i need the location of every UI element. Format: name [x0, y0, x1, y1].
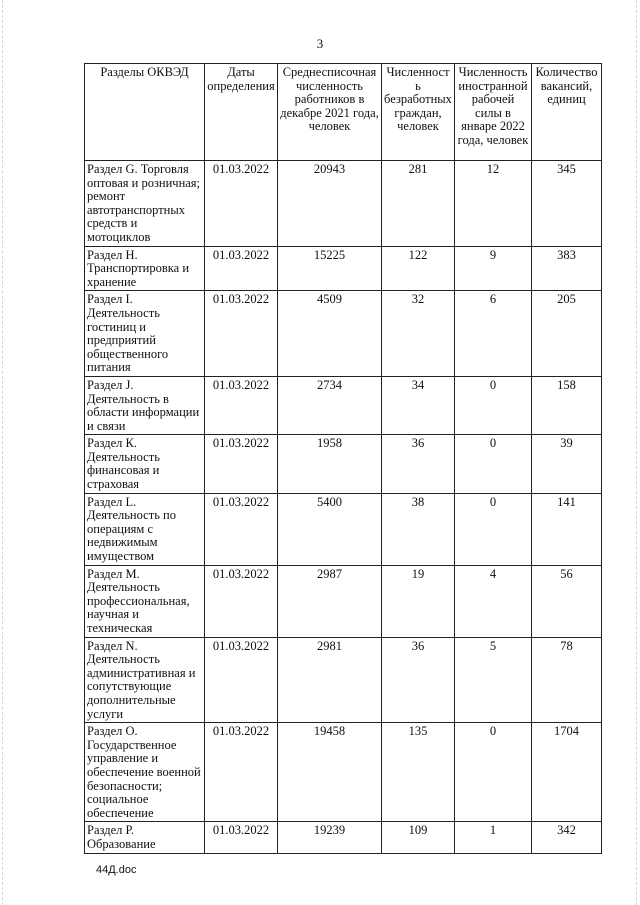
cell-date: 01.03.2022	[205, 822, 278, 853]
cell-foreign-workforce: 5	[455, 637, 532, 723]
cell-date: 01.03.2022	[205, 161, 278, 247]
cell-avg-employees: 2987	[278, 565, 382, 637]
cell-foreign-workforce: 6	[455, 291, 532, 377]
okved-table	[84, 63, 602, 854]
cell-vacancies: 342	[532, 822, 602, 853]
table-row	[85, 493, 602, 565]
cell-section: Раздел Н. Транспортировка и хранение	[85, 246, 205, 291]
cell-foreign-workforce: 9	[455, 246, 532, 291]
cell-section: Раздел М. Деятельность профессиональная, научная и техническая	[85, 565, 205, 637]
cell-section: Раздел G. Торговля оптовая и розничная; ремонт автотранспортных средств и мотоциклов	[85, 161, 205, 247]
cell-section: Раздел Р. Образование	[85, 822, 205, 853]
cell-avg-employees: 19239	[278, 822, 382, 853]
cell-unemployed: 135	[382, 723, 455, 822]
cell-section: Раздел О. Государственное управление и обеспечение военной безопасности; социальное обеспечение	[85, 723, 205, 822]
cell-date: 01.03.2022	[205, 637, 278, 723]
table-row	[85, 637, 602, 723]
header-foreign-workforce: Численность иностранной рабочей силы в январе 2022 года, человек	[455, 64, 532, 161]
cell-avg-employees: 4509	[278, 291, 382, 377]
cell-date: 01.03.2022	[205, 435, 278, 493]
cell-avg-employees: 1958	[278, 435, 382, 493]
table-row	[85, 246, 602, 291]
cell-avg-employees: 20943	[278, 161, 382, 247]
cell-unemployed: 19	[382, 565, 455, 637]
cell-section: Раздел J. Деятельность в области информации и связи	[85, 376, 205, 434]
cell-unemployed: 281	[382, 161, 455, 247]
cell-section: Раздел К. Деятельность финансовая и страховая	[85, 435, 205, 493]
cell-unemployed: 32	[382, 291, 455, 377]
footer-filename: 44Д.doc	[96, 864, 137, 876]
cell-vacancies: 78	[532, 637, 602, 723]
cell-vacancies: 1704	[532, 723, 602, 822]
cell-foreign-workforce: 4	[455, 565, 532, 637]
header-dates: Даты определения	[205, 64, 278, 161]
cell-foreign-workforce: 0	[455, 376, 532, 434]
cell-section: Раздел N. Деятельность административная и сопутствующие дополнительные услуги	[85, 637, 205, 723]
table-row	[85, 291, 602, 377]
table-row	[85, 565, 602, 637]
table-row	[85, 723, 602, 822]
cell-date: 01.03.2022	[205, 493, 278, 565]
table-row	[85, 376, 602, 434]
page-number: 3	[316, 36, 324, 51]
cell-vacancies: 141	[532, 493, 602, 565]
cell-vacancies: 39	[532, 435, 602, 493]
cell-unemployed: 36	[382, 637, 455, 723]
cell-section: Раздел L. Деятельность по операциям с недвижимым имуществом	[85, 493, 205, 565]
header-vacancies: Количество вакансий, единиц	[532, 64, 602, 161]
table-row	[85, 435, 602, 493]
cell-vacancies: 383	[532, 246, 602, 291]
cell-avg-employees: 15225	[278, 246, 382, 291]
cell-date: 01.03.2022	[205, 376, 278, 434]
cell-date: 01.03.2022	[205, 723, 278, 822]
cell-unemployed: 109	[382, 822, 455, 853]
cell-date: 01.03.2022	[205, 246, 278, 291]
table-header-row	[85, 64, 602, 161]
table-row	[85, 161, 602, 247]
cell-vacancies: 345	[532, 161, 602, 247]
cell-date: 01.03.2022	[205, 565, 278, 637]
scan-edge-right	[636, 0, 637, 905]
table-row	[85, 822, 602, 853]
cell-foreign-workforce: 1	[455, 822, 532, 853]
cell-unemployed: 34	[382, 376, 455, 434]
cell-unemployed: 36	[382, 435, 455, 493]
cell-avg-employees: 2981	[278, 637, 382, 723]
header-sections: Разделы ОКВЭД	[85, 64, 205, 161]
table-body	[85, 161, 602, 854]
cell-vacancies: 205	[532, 291, 602, 377]
cell-foreign-workforce: 0	[455, 723, 532, 822]
header-unemployed: Численность безработных граждан, человек	[382, 64, 455, 161]
cell-avg-employees: 2734	[278, 376, 382, 434]
cell-section: Раздел I. Деятельность гостиниц и предприятий общественного питания	[85, 291, 205, 377]
cell-vacancies: 56	[532, 565, 602, 637]
cell-foreign-workforce: 0	[455, 435, 532, 493]
cell-foreign-workforce: 12	[455, 161, 532, 247]
cell-unemployed: 38	[382, 493, 455, 565]
cell-foreign-workforce: 0	[455, 493, 532, 565]
scan-edge-left	[2, 0, 3, 905]
cell-avg-employees: 19458	[278, 723, 382, 822]
cell-date: 01.03.2022	[205, 291, 278, 377]
cell-unemployed: 122	[382, 246, 455, 291]
cell-vacancies: 158	[532, 376, 602, 434]
header-avg-employees: Среднесписочная численность работников в декабре 2021 года, человек	[278, 64, 382, 161]
cell-avg-employees: 5400	[278, 493, 382, 565]
